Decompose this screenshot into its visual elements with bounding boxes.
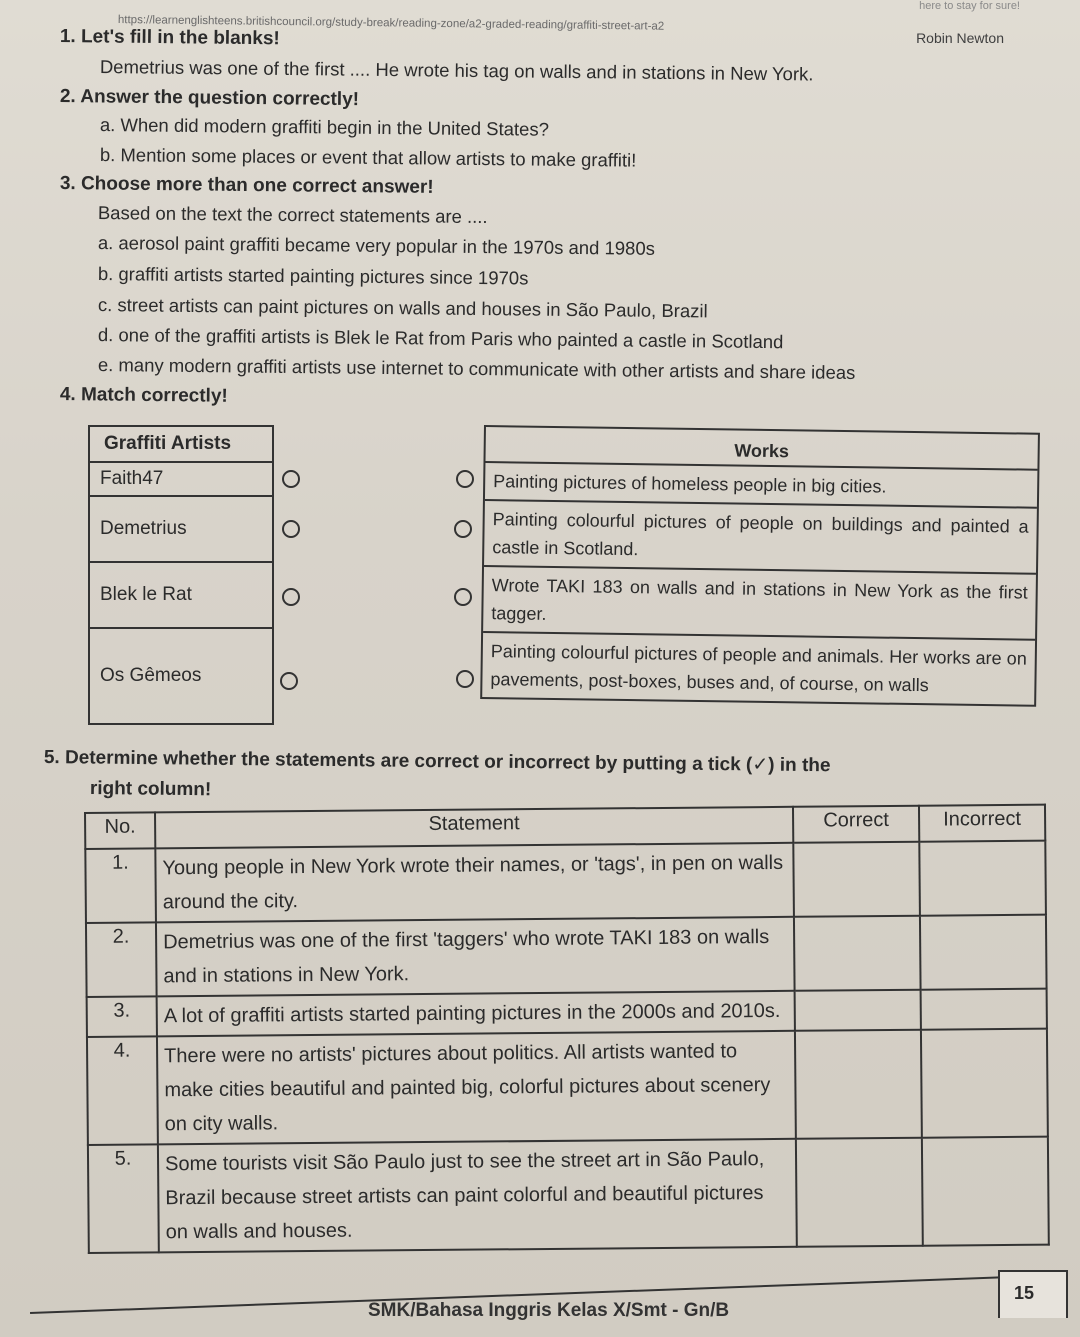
question-1-title: 1. Let's fill in the blanks!: [59, 26, 280, 50]
question-3-intro: Based on the text the correct statements are ....: [97, 202, 488, 228]
question-3-c: c. street artists can paint pictures on walls and houses in São Paulo, Brazil: [97, 294, 708, 322]
question-3-d: d. one of the graffiti artists is Blek le Rat from Paris who painted a castle in Scotland: [97, 324, 784, 353]
row-statement: Some tourists visit São Paulo just to see the street art in São Paulo, Brazil because street artists can paint colorful and beautiful pictures on walls and houses.: [158, 1139, 797, 1253]
table-row: [88, 1137, 1049, 1253]
table-row: [86, 915, 1047, 997]
artist-item: Demetrius: [90, 497, 272, 563]
author-name: Robin Newton: [916, 30, 1004, 46]
question-2-title: 2. Answer the question correctly!: [59, 86, 360, 111]
question-2: [60, 86, 359, 111]
corner-text: here to stay for sure!: [919, 0, 1020, 12]
page-number: 15: [1014, 1283, 1035, 1303]
work-item: Painting pictures of homeless people in big cities.: [485, 463, 1037, 509]
match-dot-right[interactable]: [454, 520, 472, 538]
artist-item: Blek le Rat: [90, 563, 272, 629]
match-dot-left[interactable]: [282, 520, 300, 538]
match-dot-right[interactable]: [456, 470, 474, 488]
work-item: Painting colourful pictures of people and animals. Her works are on pavements, post-boxes, buses and, of course, on walls: [490, 641, 1027, 696]
row-statement: A lot of graffiti artists started painting pictures in the 2000s and 2010s.: [157, 991, 795, 1037]
question-5-title: 5. Determine whether the statements are correct or incorrect by putting a tick (✓) in the: [43, 746, 831, 777]
correct-cell[interactable]: [796, 1138, 923, 1247]
question-4: [60, 384, 228, 408]
question-1: [60, 26, 280, 50]
question-4-title: 4. Match correctly!: [59, 384, 228, 407]
statements-table: [84, 804, 1050, 1254]
col-correct-header: Correct: [793, 806, 919, 843]
col-statement-header: Statement: [155, 807, 793, 849]
incorrect-cell[interactable]: [919, 841, 1046, 916]
row-number: 3.: [87, 996, 157, 1037]
row-statement: Young people in New York wrote their names, or 'tags', in pen on walls around the city.: [155, 843, 794, 923]
artist-item: Os Gêmeos: [100, 665, 202, 686]
question-5: [44, 746, 831, 777]
col-no-header: No.: [85, 812, 155, 849]
source-url: https://learnenglishteens.britishcouncil.org/study-break/reading-zone/a2-graded-reading/graffiti-street-art-a2: [117, 14, 665, 33]
correct-cell[interactable]: [793, 842, 920, 917]
col-incorrect-header: Incorrect: [919, 805, 1045, 842]
match-dot-left[interactable]: [280, 672, 298, 690]
row-statement: There were no artists' pictures about politics. All artists wanted to make cities beautiful and painted big, colorful pictures about scenery on city walls.: [157, 1031, 796, 1145]
question-3-b: b. graffiti artists started painting pictures since 1970s: [97, 263, 529, 289]
work-item: Painting colourful pictures of people on buildings and painted a castle in Scotland.: [484, 501, 1037, 575]
row-number: 4.: [87, 1036, 158, 1145]
works-header: Works: [485, 427, 1037, 471]
artists-header: Graffiti Artists: [90, 427, 272, 463]
artist-item: Faith47: [90, 463, 272, 497]
question-5-title-cont: right column!: [89, 778, 212, 801]
incorrect-cell[interactable]: [921, 1029, 1048, 1138]
match-dot-right[interactable]: [454, 588, 472, 606]
correct-cell[interactable]: [794, 916, 921, 991]
match-dot-right[interactable]: [456, 670, 474, 688]
row-statement: Demetrius was one of the first 'taggers' who wrote TAKI 183 on walls and in stations in New York.: [156, 917, 795, 997]
correct-cell[interactable]: [795, 1030, 922, 1139]
incorrect-cell[interactable]: [920, 915, 1047, 990]
question-3: [60, 173, 434, 199]
table-row: [87, 1029, 1048, 1145]
incorrect-cell[interactable]: [922, 1137, 1049, 1246]
question-3-a: a. aerosol paint graffiti became very popular in the 1970s and 1980s: [97, 232, 656, 259]
incorrect-cell[interactable]: [921, 989, 1047, 1030]
correct-cell[interactable]: [795, 990, 921, 1031]
question-3-e: e. many modern graffiti artists use internet to communicate with other artists and share ideas: [97, 354, 856, 383]
row-number: 5.: [88, 1144, 159, 1253]
question-1-text: Demetrius was one of the first .... He wrote his tag on walls and in stations in New York.: [99, 56, 814, 85]
table-row: [85, 841, 1046, 923]
question-2-b: b. Mention some places or event that allow artists to make graffiti!: [99, 144, 637, 171]
row-number: 2.: [86, 922, 157, 997]
work-item: Wrote TAKI 183 on walls and in stations in New York as the first tagger.: [483, 567, 1036, 641]
works-column: [480, 425, 1040, 707]
match-dot-left[interactable]: [282, 588, 300, 606]
match-dot-left[interactable]: [282, 470, 300, 488]
artists-column: [88, 425, 274, 725]
footer-text: SMK/Bahasa Inggris Kelas X/Smt - Gn/B: [368, 1300, 730, 1321]
row-number: 1.: [85, 848, 156, 923]
question-2-a: a. When did modern graffiti begin in the United States?: [99, 114, 550, 140]
question-3-title: 3. Choose more than one correct answer!: [59, 173, 434, 198]
